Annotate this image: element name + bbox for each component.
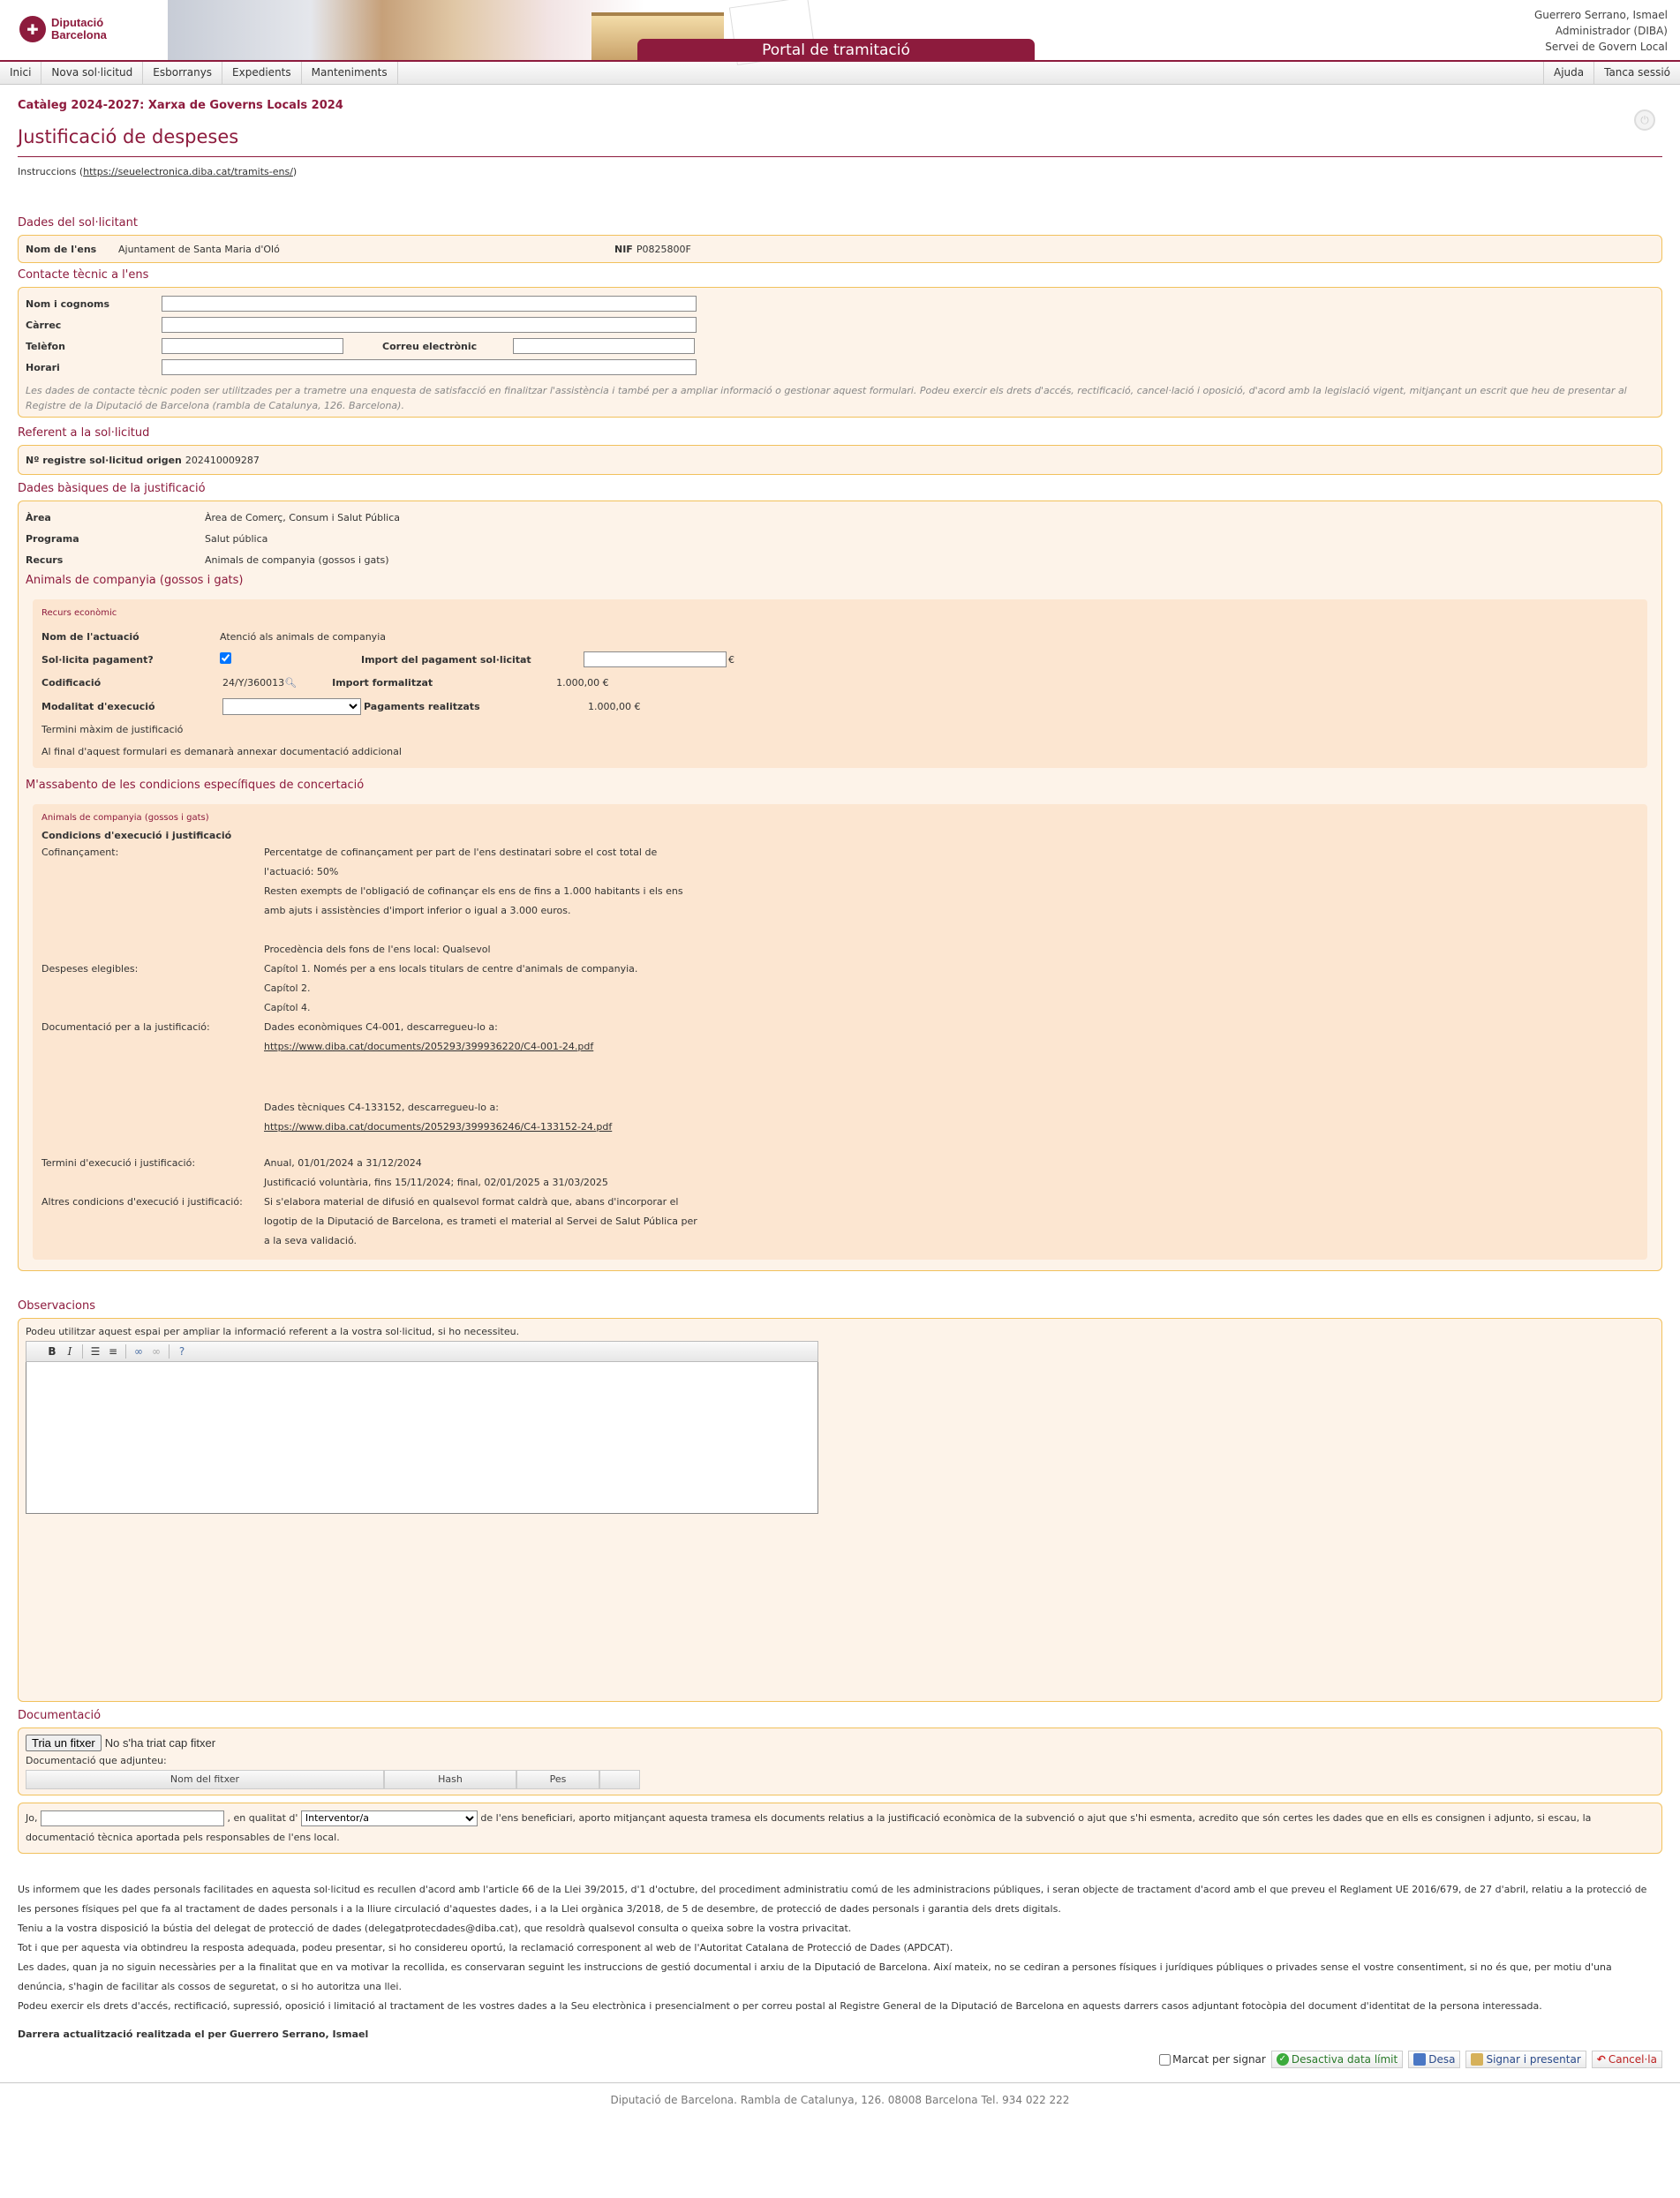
actuacio-value: Atenció als animals de companyia <box>220 630 386 643</box>
last-update: Darrera actualització realitzada el per Guerrero Serrano, Ismael <box>18 2029 369 2040</box>
doc-label: Documentació per a la justificació: <box>41 1021 210 1033</box>
ens-label: Nom de l'ens <box>26 243 97 255</box>
telefon-input[interactable] <box>162 338 343 354</box>
altres-line: Si s'elabora material de difusió en qualsevol format caldrà que, abans d'incorporar el <box>264 1196 679 1208</box>
diba-emblem-icon: ✚ <box>19 16 46 42</box>
footer: Diputació de Barcelona. Rambla de Catalunya, 126. 08008 Barcelona Tel. 934 022 222 <box>0 2082 1680 2125</box>
catalog-title: Catàleg 2024-2027: Xarxa de Governs Locals 2024 <box>18 99 343 112</box>
recurs-label: Recurs <box>26 553 64 566</box>
cof-label: Cofinançament: <box>41 847 119 858</box>
signar-label: Signar i presentar <box>1486 2053 1581 2066</box>
declaracio-text-1: de l'ens beneficiari, aporto mitjançant aquesta tramesa els documents relatius a la justificació econòmica de la subvenció o ajut que s'hi esmenta, acredito que són certes les dades que en ells es consignen i adjunto, si escau, la <box>480 1812 1592 1824</box>
observacions-editor[interactable] <box>26 1362 818 1514</box>
doc-text-1: Dades econòmiques C4-001, descarregueu-lo a: <box>264 1021 498 1033</box>
registre-value: 202410009287 <box>185 454 260 466</box>
nom-input[interactable] <box>162 296 697 312</box>
cof-line: Procedència dels fons de l'ens local: Qualsevol <box>264 944 491 955</box>
legal-notice <box>18 1880 1662 2016</box>
pagaments-value: 1.000,00 € <box>588 700 641 712</box>
cancel-label: Cancel·la <box>1608 2053 1657 2066</box>
user-unit: Servei de Govern Local <box>1545 41 1668 53</box>
annex-text: Al final d'aquest formulari es demanarà annexar documentació addicional <box>41 746 402 757</box>
inner-title-condicions: Animals de companyia (gossos i gats) <box>41 813 209 823</box>
marcat-label: Marcat per signar <box>1172 2053 1266 2066</box>
modalitat-select[interactable] <box>222 698 361 715</box>
doc-link-2[interactable]: https://www.diba.cat/documents/205293/399936246/C4-133152-24.pdf <box>264 1121 613 1133</box>
desp-line: Capítol 4. <box>264 1002 311 1013</box>
action-bar <box>18 2051 1662 2068</box>
import-form-label: Import formalitzat <box>332 676 433 689</box>
section-documentacio: Documentació <box>18 1709 102 1722</box>
power-icon[interactable]: ⏻ <box>1634 109 1655 131</box>
pagament-checkbox[interactable] <box>220 652 231 664</box>
horari-input[interactable] <box>162 359 697 375</box>
box-basiques <box>18 501 1662 1271</box>
page-title: Justificació de despeses <box>18 126 1662 157</box>
logo-line2: Barcelona <box>51 28 107 41</box>
box-solicitant <box>18 235 1662 263</box>
euro-symbol: € <box>728 653 735 666</box>
condicions-heading: Condicions d'execució i justificació <box>41 830 232 841</box>
cancel-button[interactable] <box>1592 2051 1662 2068</box>
unordered-list-icon[interactable]: ≡ <box>108 1345 118 1358</box>
altres-value <box>264 1193 1639 1251</box>
doc-value <box>264 1018 1639 1154</box>
instructions-link[interactable]: https://seuelectronica.diba.cat/tramits-ens/ <box>83 166 293 177</box>
cof-value <box>264 843 1639 960</box>
doc-text-2: Dades tècniques C4-133152, descarregueu-lo a: <box>264 1102 499 1113</box>
nav-manteniments[interactable]: Manteniments <box>302 62 398 84</box>
term-line: Anual, 01/01/2024 a 31/12/2024 <box>264 1157 422 1169</box>
bold-button[interactable]: B <box>48 1345 57 1358</box>
main-content <box>0 99 1680 2068</box>
toolbar-separator <box>82 1344 83 1359</box>
help-icon[interactable]: ? <box>178 1345 185 1358</box>
desp-line: Capítol 2. <box>264 982 311 994</box>
modalitat-label: Modalitat d'execució <box>41 700 155 712</box>
section-observacions: Observacions <box>18 1299 95 1313</box>
toolbar-separator <box>125 1344 126 1359</box>
sign-icon <box>1471 2053 1483 2066</box>
area-value: Àrea de Comerç, Consum i Salut Pública <box>205 511 400 523</box>
legal-paragraph: Teniu a la vostra disposició la bústia del delegat de protecció de dades (delegatprotecdades@diba.cat), que resoldrà qualsevol consulta o queixa sobre la vostra privacitat. <box>18 1923 852 1934</box>
codificacio-label: Codificació <box>41 676 102 689</box>
observacions-help: Podeu utilitzar aquest espai per ampliar la informació referent a la vostra sol·licitud, si ho necessiteu. <box>26 1326 520 1337</box>
declarant-name-input[interactable] <box>41 1810 224 1826</box>
cof-line <box>264 921 1639 940</box>
desa-label: Desa <box>1428 2053 1456 2066</box>
altres-line: a la seva validació. <box>264 1235 357 1246</box>
header-banner-image <box>168 0 644 60</box>
diba-logo[interactable] <box>19 16 107 42</box>
programa-value: Salut pública <box>205 532 268 545</box>
cancel-icon: ↶ <box>1596 2053 1606 2066</box>
marcat-per-signar[interactable] <box>1159 2053 1266 2066</box>
inner-title-recurs: Recurs econòmic <box>41 608 117 618</box>
rich-text-editor <box>26 1341 818 1514</box>
carrec-label: Càrrec <box>26 319 62 331</box>
altres-label: Altres condicions d'execució i justificació: <box>41 1196 243 1208</box>
logo-line1: Diputació <box>51 16 104 29</box>
cof-line: Resten exempts de l'obligació de cofinançar els ens de fins a 1.000 habitants i els ens <box>264 885 683 897</box>
header <box>0 0 1680 62</box>
nif-label: NIF <box>614 243 633 255</box>
box-contacte <box>18 287 1662 418</box>
desp-line: Capítol 1. Només per a ens locals titulars de centre d'animals de companyia. <box>264 963 638 975</box>
choose-file-button[interactable]: Tria un fitxer <box>26 1735 102 1751</box>
italic-button[interactable]: I <box>67 1345 72 1358</box>
col-actions <box>599 1770 640 1789</box>
correu-input[interactable] <box>513 338 695 354</box>
telefon-label: Telèfon <box>26 340 65 352</box>
pagaments-label: Pagaments realitzats <box>364 700 480 712</box>
privacy-note: Les dades de contacte tècnic poden ser utilitzades per a trametre una enquesta de satisfacció en finalitzar l'assistència i també per a ampliar informació o gestionar aquest formulari. Podeu exercir els drets d'accés, rectificació, cancel·lació i oposició, d'acord amb la legislació vigent, mitjançant un escrit que heu de presentar al Registre de la Diputació de Barcelona (rambla de Catalunya, 126. Barcelona). <box>26 385 1627 411</box>
nav-esborranys[interactable]: Esborranys <box>143 62 222 84</box>
subsection-recurs: Animals de companyia (gossos i gats) <box>26 574 244 587</box>
legal-paragraph: Podeu exercir els drets d'accés, rectificació, supressió, oposició i limitació al tractament de les vostres dades a la Seu electrònica i presencialment o per correu postal al Registre General de la Diputació de Barcelona en aquests darrers casos adjuntant fotocòpia del document d'identitat de la persona interessada. <box>18 2000 1542 2012</box>
codificacio-value: 24/Y/360013 <box>222 676 285 689</box>
inner-recurs-economic <box>33 599 1647 768</box>
instructions <box>18 166 1662 177</box>
box-documentacio <box>18 1728 1662 1795</box>
user-info <box>1534 7 1668 55</box>
condicions-grid <box>41 843 1639 1251</box>
col-nom-fitxer: Nom del fitxer <box>26 1770 384 1789</box>
declaracio-text-2: documentació tècnica aportada pels responsables de l'ens local. <box>26 1832 340 1843</box>
editor-toolbar <box>26 1341 818 1362</box>
box-observacions <box>18 1318 1662 1702</box>
import-form-value: 1.000,00 € <box>556 676 609 689</box>
term-label: Termini d'execució i justificació: <box>41 1157 196 1169</box>
altres-line: logotip de la Diputació de Barcelona, es trameti el material al Servei de Salut Pública per <box>264 1216 697 1227</box>
legal-paragraph: Us informem que les dades personals facilitades en aquesta sol·licitud es recullen d'acord amb l'article 66 de la Llei 39/2015, d'1 d'octubre, del procediment administratiu comú de les administracions públiques, i seran objecte de tractament d'acord amb el que preveu el Reglament UE 2016/679, de 27 d'abril, relatiu a la protecció de les persones físiques pel que fa al tractament de dades personals i a la lliure circulació d'aquestes dades, i a la Llei orgànica 3/2018, de 5 de desembre, de protecció de dades personals i garantia dels drets digitals. <box>18 1884 1647 1915</box>
search-icon[interactable]: 🔍︎ <box>284 676 298 689</box>
carrec-input[interactable] <box>162 317 697 333</box>
nom-label: Nom i cognoms <box>26 297 110 310</box>
link-icon[interactable]: ∞ <box>134 1345 143 1358</box>
instructions-prefix: Instruccions ( <box>18 166 84 177</box>
desp-label: Despeses elegibles: <box>41 963 139 975</box>
actuacio-label: Nom de l'actuació <box>41 630 139 643</box>
programa-label: Programa <box>26 532 79 545</box>
marcat-checkbox[interactable] <box>1159 2054 1171 2066</box>
user-role: Administrador (DIBA) <box>1555 25 1668 37</box>
col-pes: Pes <box>516 1770 599 1789</box>
jo-text: Jo, <box>26 1812 38 1824</box>
section-basiques: Dades bàsiques de la justificació <box>18 482 206 495</box>
user-name: Guerrero Serrano, Ismael <box>1533 9 1668 21</box>
ens-value: Ajuntament de Santa Maria d'Oló <box>118 243 280 255</box>
col-hash: Hash <box>384 1770 516 1789</box>
area-label: Àrea <box>26 511 51 523</box>
desactiva-button[interactable] <box>1271 2051 1403 2068</box>
check-icon: ✓ <box>1277 2053 1289 2066</box>
recurs-value: Animals de companyia (gossos i gats) <box>205 553 389 566</box>
horari-label: Horari <box>26 361 60 373</box>
legal-paragraph: Tot i que per aquesta via obtindreu la resposta adequada, podeu presentar, si ho considereu oportú, la reclamació corresponent al web de l'Autoritat Catalana de Protecció de Dades (APDCAT). <box>18 1942 953 1953</box>
section-referent: Referent a la sol·licitud <box>18 426 150 440</box>
nav-nova-sollicitud[interactable]: Nova sol·licitud <box>41 62 143 84</box>
qualitat-select[interactable] <box>301 1810 478 1826</box>
nav-inici[interactable]: Inici <box>0 62 41 84</box>
inner-condicions <box>33 804 1647 1260</box>
legal-paragraph: Les dades, quan ja no siguin necessàries per a la finalitat que en va motivar la recollida, es conservaran seguint les instruccions de gestió documental i arxiu de la Diputació de Barcelona. Així mateix, no se cediran a persones físiques i jurídiques públiques o privades sense el vostre consentiment, si no és que, per motiu d'una denúncia, s'hagin de facilitar als cossos de seguretat, o si ho autoritza una llei. <box>18 1961 1612 1992</box>
nif-value: P0825800F <box>636 243 691 255</box>
cof-line: l'actuació: 50% <box>264 866 339 877</box>
correu-label: Correu electrònic <box>382 340 478 352</box>
unlink-icon[interactable]: ∞ <box>152 1345 161 1358</box>
main-nav <box>0 62 1680 85</box>
attached-label: Documentació que adjunteu: <box>26 1755 167 1766</box>
term-value <box>264 1154 1639 1193</box>
section-solicitant: Dades del sol·licitant <box>18 216 138 230</box>
termini-text: Termini màxim de justificació <box>41 724 184 735</box>
desactiva-label: Desactiva data límit <box>1291 2053 1398 2066</box>
doc-link-1[interactable]: https://www.diba.cat/documents/205293/399936220/C4-001-24.pdf <box>264 1041 594 1052</box>
file-status: No s'ha triat cap fitxer <box>104 1735 216 1750</box>
desa-button[interactable] <box>1408 2051 1460 2068</box>
registre-label: Nº registre sol·licitud origen <box>26 454 182 466</box>
file-table-header <box>26 1770 1654 1789</box>
instructions-suffix: ) <box>292 166 298 177</box>
section-contacte: Contacte tècnic a l'ens <box>18 268 149 282</box>
nav-tanca-sessio[interactable]: Tanca sessió <box>1593 62 1680 84</box>
nav-expedients[interactable]: Expedients <box>222 62 302 84</box>
box-declaracio <box>18 1803 1662 1854</box>
toolbar-separator <box>169 1344 170 1359</box>
ordered-list-icon[interactable]: ☰ <box>90 1345 101 1358</box>
box-referent <box>18 445 1662 475</box>
import-pag-input[interactable] <box>584 651 727 667</box>
import-pag-label: Import del pagament sol·licitat <box>361 653 531 666</box>
cof-line: Percentatge de cofinançament per part de l'ens destinatari sobre el cost total de <box>264 847 658 858</box>
save-icon <box>1413 2053 1426 2066</box>
cof-line: amb ajuts i assistències d'import inferior o igual a 3.000 euros. <box>264 905 571 916</box>
signar-button[interactable] <box>1465 2051 1586 2068</box>
pagament-label: Sol·licita pagament? <box>41 653 154 666</box>
term-line: Justificació voluntària, fins 15/11/2024; final, 02/01/2025 a 31/03/2025 <box>264 1177 608 1188</box>
qualitat-text: , en qualitat d' <box>227 1812 298 1824</box>
subsection-condicions: M'assabento de les condicions específiques de concertació <box>26 779 365 792</box>
nav-ajuda[interactable]: Ajuda <box>1543 62 1593 84</box>
desp-value <box>264 960 1639 1018</box>
portal-title: Portal de tramitació <box>637 39 1035 62</box>
